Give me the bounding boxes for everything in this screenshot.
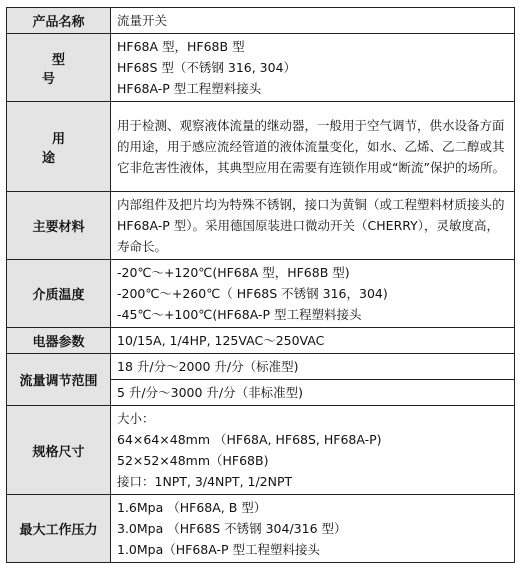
spec-table xyxy=(6,7,515,563)
value-text: 用于检测、观察液体流量的继动器，一般用于空气调节，供水设备方面的用途，用于感应流经管道的液体流量变化，如水、乙烯、乙二醇或其它非危害性液体，其典型应用在需要有连锁作用或“断流”保护的场所。 xyxy=(117,118,505,175)
value-line: 流量开关 xyxy=(117,13,168,28)
value-line: 1.0Mpa（HF68A-P 型工程塑料接头 xyxy=(117,542,321,557)
row-value xyxy=(111,328,515,354)
row-label: 最大工作压力 xyxy=(7,495,111,563)
row-value xyxy=(111,102,515,192)
value-line: -45℃～+100℃(HF68A-P 型工程塑料接头 xyxy=(117,307,362,322)
value-line: 大小： xyxy=(117,411,155,426)
value-line: HF68A 型，HF68B 型 xyxy=(117,39,245,54)
row-label: 产品名称 xyxy=(7,8,111,34)
value-line: 5 升/分～3000 升/分（非标准型) xyxy=(117,385,304,400)
value-line: -200℃～+260℃（ HF68S 不锈钢 316，304) xyxy=(117,286,388,301)
table-row-max-pressure xyxy=(7,495,515,563)
row-value xyxy=(111,495,515,563)
row-value xyxy=(111,192,515,260)
value-line: 18 升/分～2000 升/分（标准型) xyxy=(111,354,514,380)
value-line: 3.0Mpa （HF68S 不锈钢 304/316 型） xyxy=(117,521,347,536)
row-label: 介质温度 xyxy=(7,260,111,328)
row-value xyxy=(111,260,515,328)
table-row-usage xyxy=(7,102,515,192)
row-value xyxy=(111,354,515,406)
row-label: 主要材料 xyxy=(7,192,111,260)
value-line: 1.6Mpa （HF68A, B 型） xyxy=(117,500,267,515)
row-label: 流量调节范围 xyxy=(7,354,111,406)
table-row-electrical xyxy=(7,328,515,354)
row-value xyxy=(111,34,515,102)
table-row-product-name xyxy=(7,8,515,34)
row-label: 电器参数 xyxy=(7,328,111,354)
value-text: 内部组件及把片均为特殊不锈钢，接口为黄铜（或工程塑料材质接头的 HF68A-P 型）。采用德国原装进口微动开关（CHERRY），灵敏度高，寿命长。 xyxy=(117,197,505,254)
value-line: 10/15A, 1/4HP, 125VAC～250VAC xyxy=(117,333,325,348)
table-row-materials xyxy=(7,192,515,260)
row-label: 用 途 xyxy=(7,102,111,192)
table-row-dimensions xyxy=(7,406,515,495)
value-line: HF68S 型（不锈钢 316, 304） xyxy=(117,60,297,75)
row-label: 型 号 xyxy=(7,34,111,102)
table-row-model xyxy=(7,34,515,102)
value-line: HF68A-P 型工程塑料接头 xyxy=(117,81,262,96)
spec-sheet xyxy=(6,7,514,557)
value-line: 接口：1NPT, 3/4NPT, 1/2NPT xyxy=(117,474,293,489)
row-value xyxy=(111,406,515,495)
row-label: 规格尺寸 xyxy=(7,406,111,495)
value-line: 52×52×48mm（HF68B) xyxy=(117,453,269,468)
value-line: -20℃～+120℃(HF68A 型，HF68B 型) xyxy=(117,265,350,280)
table-row-medium-temperature xyxy=(7,260,515,328)
value-line: 64×64×48mm （HF68A, HF68S, HF68A-P) xyxy=(117,432,382,447)
row-value xyxy=(111,8,515,34)
top-strip xyxy=(0,0,520,7)
table-row-flow-range xyxy=(7,354,515,406)
